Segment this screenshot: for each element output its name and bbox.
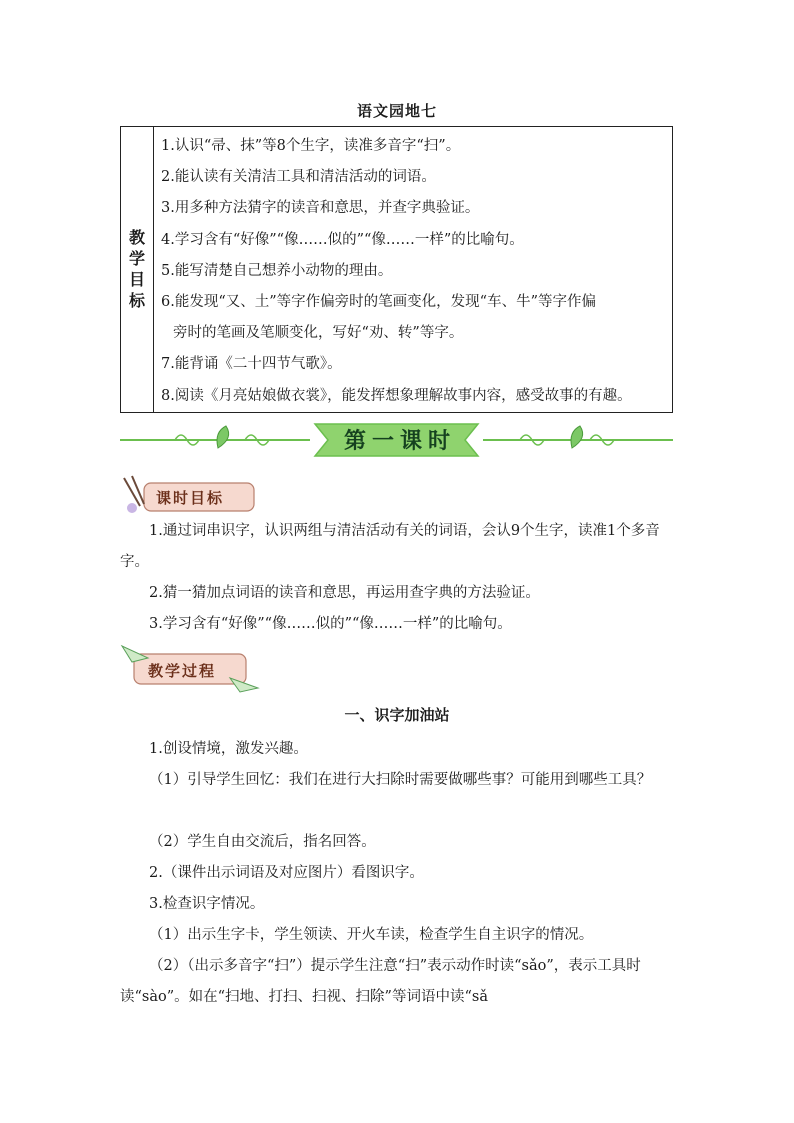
goal-item-continued: 旁时的笔画及笔顺变化，写好“劝、转”等字。 (173, 325, 464, 342)
flower-icon (127, 503, 137, 513)
process-paragraph: （2）（出示多音字“扫”）提示学生注意“扫”表示动作时读“sǎo”，表示工具时读“sào”。如在“扫地、打扫、扫视、扫除”等词语中读“sǎ (120, 958, 641, 1005)
goal-item: 4.学习含有“好像”“像……似的”“像……一样”的比喻句。 (161, 231, 524, 248)
brush-pen-icon (124, 476, 144, 506)
document-title: 语文园地七 (356, 102, 437, 120)
process-badge: 教学过程 (118, 642, 260, 694)
process-paragraph: 2.（课件出示词语及对应图片）看图识字。 (149, 865, 424, 881)
process-paragraph: （1）出示生字卡，学生领读、开火车读，检查学生自主识字的情况。 (149, 927, 594, 943)
process-paragraph: （2）学生自由交流后，指名回答。 (149, 834, 376, 850)
goal-item: 7.能背诵《二十四节气歌》。 (161, 356, 342, 373)
lesson-goal-3: 3.学习含有“好像”“像……似的”“像……一样”的比喻句。 (149, 616, 512, 632)
goal-item: 6.能发现“又、土”等字作偏旁时的笔画变化，发现“车、牛”等字作偏 (161, 294, 596, 311)
right-leaf-icon (571, 426, 583, 448)
process-paragraph: 3.检查识字情况。 (149, 896, 265, 912)
lesson-goal-1: 1.通过词串识字，认识两组与清洁活动有关的词语，会认9个生字，读准1个多音字。 (120, 523, 660, 570)
lesson-goals-badge: 课时目标 (118, 474, 258, 516)
lesson-goal-2: 2.猜一猜加点词语的读音和意思，再运用查字典的方法验证。 (149, 585, 540, 601)
teaching-goals-table (120, 126, 673, 413)
banner-label: 第一课时 (343, 428, 456, 454)
goal-item: 2.能认读有关清洁工具和清洁活动的词语。 (161, 169, 436, 186)
goals-side-label: 教学目标 (128, 228, 145, 311)
section-title: 一、识字加油站 (344, 706, 450, 724)
goals-side-cell (121, 127, 154, 413)
goals-list-cell (154, 127, 673, 413)
process-paragraph: 1.创设情境，激发兴趣。 (149, 741, 308, 757)
left-leaf-icon (217, 426, 229, 448)
goal-item: 1.认识“帚、抹”等8个生字，读准多音字“扫”。 (161, 138, 461, 154)
goal-item: 3.用多种方法猜字的读音和意思，并查字典验证。 (161, 200, 480, 217)
goal-item: 8.阅读《月亮姑娘做衣裳》，能发挥想象理解故事内容，感受故事的有趣。 (161, 387, 632, 404)
process-paragraph: （1）引导学生回忆：我们在进行大扫除时需要做哪些事？可能用到哪些工具？ (149, 772, 652, 788)
goals-list (154, 127, 672, 412)
goal-item: 5.能写清楚自己想养小动物的理由。 (161, 262, 393, 279)
